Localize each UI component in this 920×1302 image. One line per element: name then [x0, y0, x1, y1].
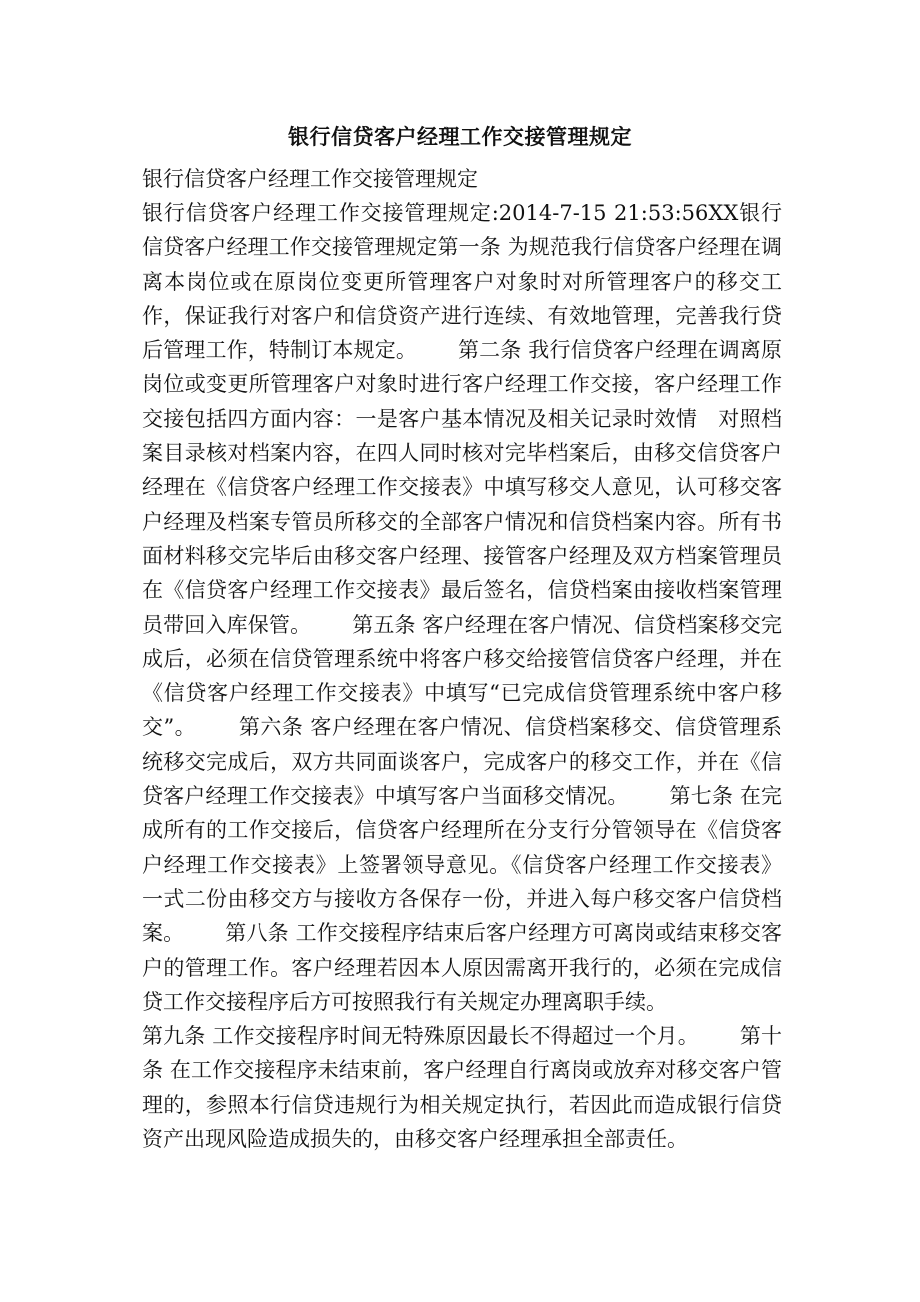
document-body: 银行信贷客户经理工作交接管理规定:2014-7-15 21:53:56XX银行信贷客户经理工作交接管理规定第一条 为规范我行信贷客户经理在调离本岗位或在原岗位变更所管理客户对象时对所管理客户的移交工作，保证我行对客户和信贷资产进行连续、有效地管理，完善我行贷后管理工作，特制订本规定。 第二条 我行信贷客户经理在调离原岗位或变更所管理客户对象时进行客户经理工作交接，客户经理工作交接包括四方面内容：一是客户基本情况及相关记录时效情 对照档案目录核对档案内容，在四人同时核对完毕档案后，由移交信贷客户经理在《信贷客户经理工作交接表》中填写移交人意见，认可移交客户经理及档案专管员所移交的全部客户情况和信贷档案内容。所有书面材料移交完毕后由移交客户经理、接管客户经理及双方档案管理员在《信贷客户经理工作交接表》最后签名，信贷档案由接收档案管理员带回入库保管。 第五条 客户经理在客户情况、信贷档案移交完成后，必须在信贷管理系统中将客户移交给接管信贷客户经理，并在《信贷客户经理工作交接表》中填写“已完成信贷管理系统中客户移交”。 第六条 客户经理在客户情况、信贷档案移交、信贷管理系统移交完成后，双方共同面谈客户，完成客户的移交工作，并在《信贷客户经理工作交接表》中填写客户当面移交情况。 第七条 在完成所有的工作交接后，信贷客户经理所在分支行分管领导在《信贷客户经理工作交接表》上签署领导意见。《信贷客户经理工作交接表》一式二份由移交方与接收方各保存一份，并进入每户移交客户信贷档案。 第八条 工作交接程序结束后客户经理方可离岗或结束移交客户的管理工作。客户经理若因本人原因需离开我行的，必须在完成信贷工作交接程序后方可按照我行有关规定办理离职手续。 第九条 工作交接程序时间无特殊原因最长不得超过一个月。 第十条 在工作交接程序未结束前，客户经理自行离岗或放弃对移交客户管理的，参照本行信贷违规行为相关规定执行，若因此而造成银行信贷资产出现风险造成损失的，由移交客户经理承担全部责任。 [142, 201, 782, 1152]
document-title: 银行信贷客户经理工作交接管理规定 [288, 124, 632, 149]
document-subtitle: 银行信贷客户经理工作交接管理规定 [142, 167, 478, 191]
